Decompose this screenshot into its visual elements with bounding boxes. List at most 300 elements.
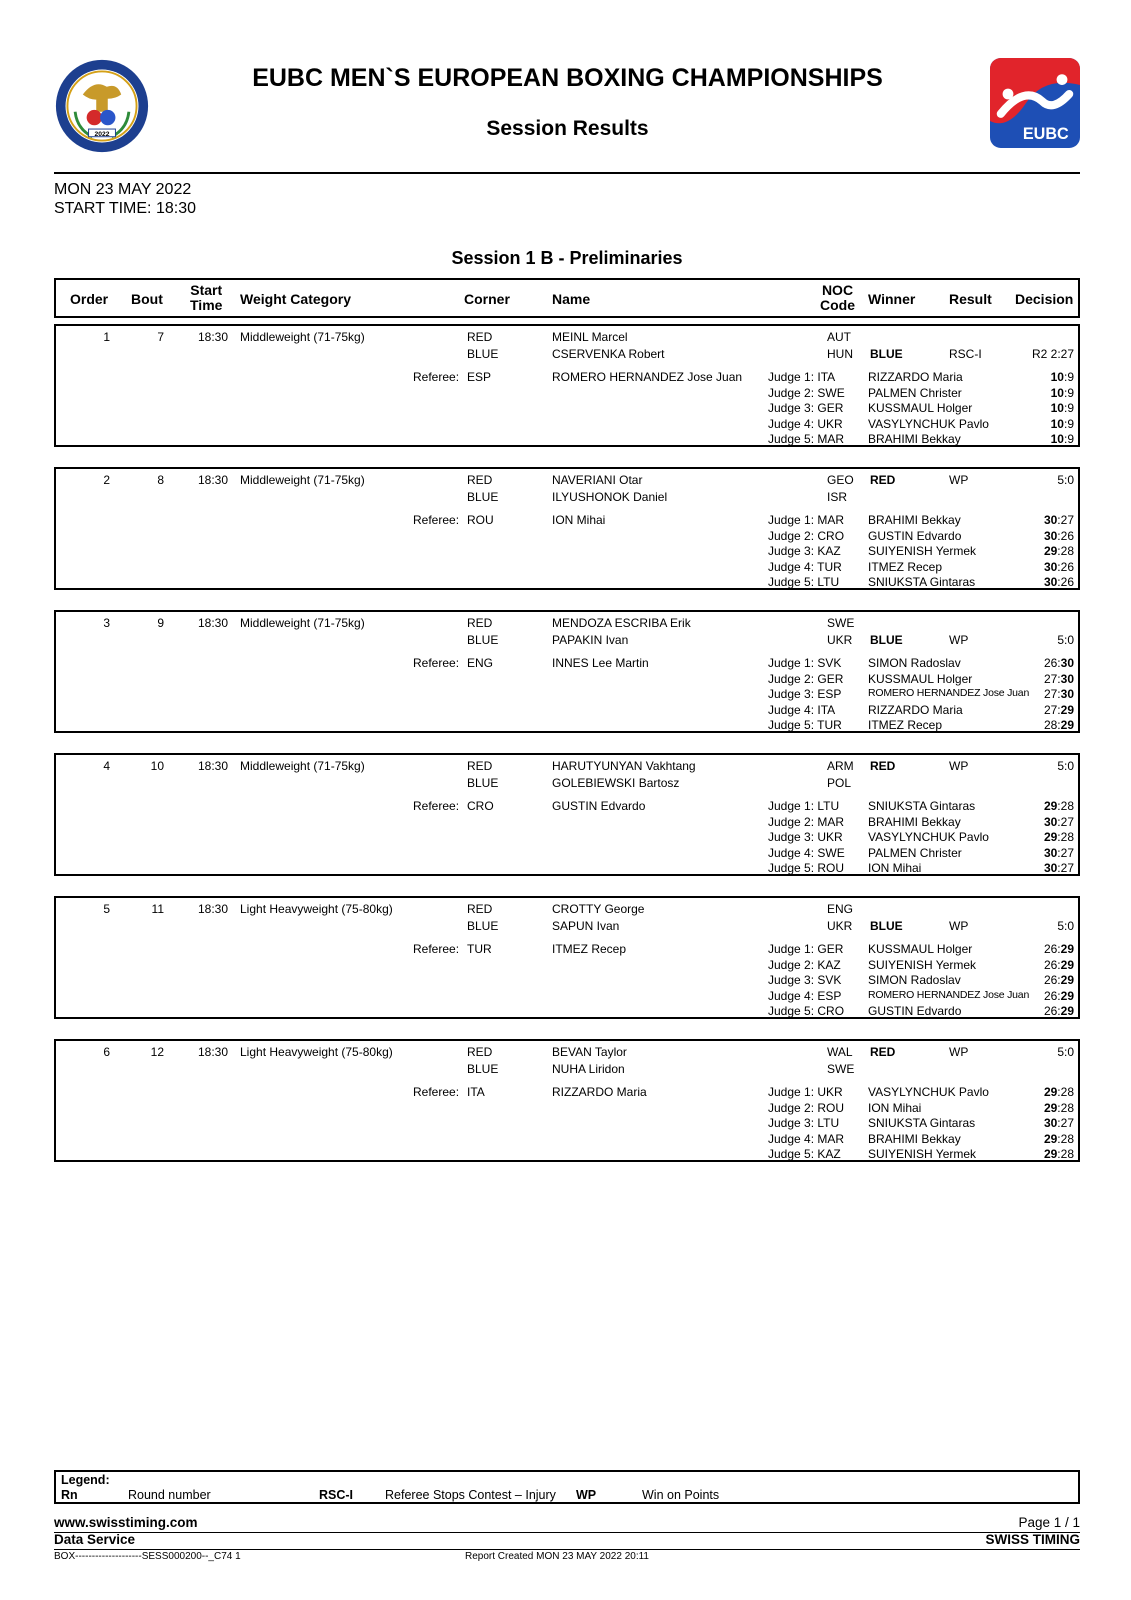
judge-label: Judge 3: LTU — [768, 1116, 840, 1130]
judge-score-separator: : — [1057, 830, 1061, 844]
col-winner: Winner — [868, 291, 916, 307]
result-code: WP — [949, 919, 969, 933]
blue-noc-code: POL — [827, 776, 852, 790]
winner-corner: RED — [870, 1045, 896, 1059]
judge-score-red: 26 — [1043, 942, 1058, 956]
judge-score-blue: 28 — [1060, 1085, 1074, 1099]
judge-label: Judge 1: SVK — [768, 656, 842, 670]
red-noc-code: ENG — [827, 902, 854, 916]
judge-score-blue: 28 — [1060, 1131, 1074, 1146]
red-boxer-name: BEVAN Taylor — [552, 1045, 627, 1059]
bout-number: 12 — [150, 1045, 164, 1059]
referee-name: ROMERO HERNANDEZ Jose Juan — [552, 370, 743, 384]
referee-name: ION Mihai — [552, 513, 606, 527]
result-code: WP — [949, 473, 969, 487]
judge-score — [1044, 958, 1074, 972]
session-title: Session 1 B - Preliminaries — [451, 248, 683, 268]
red-corner-label: RED — [467, 616, 493, 630]
judge-score-blue: 9 — [1067, 416, 1074, 431]
judge-score-separator: : — [1063, 432, 1068, 446]
bout-start-time: 18:30 — [198, 616, 229, 630]
judge-label: Judge 5: CRO — [768, 1004, 845, 1018]
session-date: MON 23 MAY 2022 — [54, 181, 192, 198]
winner-corner: BLUE — [870, 919, 903, 933]
bout-row — [54, 753, 1080, 876]
judge-score-red: 26 — [1043, 973, 1058, 987]
winner-corner: BLUE — [870, 633, 903, 647]
judge-label: Judge 1: GER — [768, 942, 844, 956]
referee-noc: ROU — [467, 513, 494, 527]
judge-score — [1044, 529, 1074, 543]
judge-score-blue: 29 — [1060, 973, 1074, 987]
blue-noc-code: UKR — [827, 919, 853, 933]
judge-name: SUIYENISH Yermek — [868, 1147, 977, 1161]
red-noc-code: AUT — [827, 330, 851, 344]
red-boxer-name: MEINL Marcel — [552, 330, 628, 344]
judge-label: Judge 2: GER — [768, 671, 844, 686]
judge-score-blue: 29 — [1060, 942, 1074, 956]
decision: 5:0 — [1057, 1045, 1074, 1059]
col-result: Result — [949, 291, 992, 307]
red-corner-label: RED — [467, 902, 493, 916]
footer-bottom — [54, 1551, 1080, 1565]
blue-boxer-name: SAPUN Ivan — [552, 919, 620, 933]
judge-label: Judge 5: KAZ — [768, 1147, 841, 1161]
legend-desc: Referee Stops Contest – Injury — [385, 1488, 556, 1502]
bout-weight-category: Middleweight (71-75kg) — [240, 616, 365, 630]
judge-score — [1051, 386, 1074, 400]
red-noc-code: GEO — [827, 473, 854, 487]
judge-label: Judge 5: LTU — [768, 575, 840, 589]
judge-score — [1044, 560, 1074, 574]
winner-corner: RED — [870, 473, 896, 487]
referee-name: ITMEZ Recep — [552, 942, 627, 956]
judge-name: BRAHIMI Bekkay — [868, 432, 961, 446]
judge-score-separator: : — [1057, 575, 1061, 589]
judge-score-red: 29 — [1043, 799, 1058, 813]
judge-score-separator: : — [1063, 370, 1068, 384]
judge-score — [1051, 417, 1074, 431]
bout-weight-category: Light Heavyweight (75-80kg) — [240, 1045, 393, 1059]
red-noc-code: WAL — [827, 1045, 853, 1059]
judge-score-blue: 30 — [1060, 671, 1074, 686]
footer-page: Page 1 / 1 — [1018, 1515, 1080, 1530]
red-corner-label: RED — [467, 1045, 493, 1059]
judge-score-red: 29 — [1043, 830, 1058, 844]
judge-label: Judge 4: UKR — [768, 416, 843, 431]
blue-corner-label: BLUE — [467, 919, 499, 933]
judge-score-blue: 30 — [1060, 687, 1074, 701]
judge-score — [1044, 656, 1074, 670]
judge-label: Judge 2: KAZ — [768, 957, 841, 972]
bout-start-time: 18:30 — [198, 759, 229, 773]
bout-start-time: 18:30 — [198, 473, 229, 487]
blue-boxer-name: CSERVENKA Robert — [552, 347, 665, 361]
bout-row — [54, 610, 1080, 733]
bout-row — [54, 1039, 1080, 1162]
referee-name: RIZZARDO Maria — [552, 1085, 647, 1099]
judge-name: ROMERO HERNANDEZ Jose Juan — [868, 687, 1030, 699]
judge-score-red: 10 — [1050, 432, 1064, 446]
judge-score-blue: 28 — [1060, 1147, 1074, 1161]
winner-corner: RED — [870, 759, 896, 773]
judge-name: VASYLYNCHUK Pavlo — [868, 416, 989, 431]
judge-score-blue: 28 — [1060, 799, 1074, 813]
judge-label: Judge 5: ROU — [768, 861, 845, 875]
judge-score-separator: : — [1057, 1131, 1061, 1146]
judge-score-blue: 28 — [1060, 544, 1074, 558]
judge-score — [1044, 718, 1074, 732]
judge-score-separator: : — [1057, 1100, 1061, 1115]
judge-name: ROMERO HERNANDEZ Jose Juan — [868, 988, 1030, 1001]
judge-score-red: 30 — [1043, 861, 1058, 875]
bout-row — [54, 467, 1080, 590]
judge-score-red: 29 — [1043, 1085, 1058, 1099]
judge-score-blue: 9 — [1067, 385, 1074, 400]
judge-name: SIMON Radoslav — [868, 973, 961, 987]
col-start-time: Start Time — [190, 282, 223, 313]
judge-score-separator: : — [1057, 1116, 1061, 1130]
judge-score — [1044, 1004, 1074, 1018]
decision: 5:0 — [1057, 633, 1074, 647]
judge-score — [1044, 513, 1074, 527]
judge-name: SNIUKSTA Gintaras — [868, 1116, 976, 1130]
judge-score-separator: : — [1057, 799, 1061, 813]
judge-score-red: 29 — [1043, 1131, 1058, 1146]
judge-score — [1044, 1132, 1074, 1146]
legend-title: Legend: — [61, 1473, 110, 1487]
red-boxer-name: NAVERIANI Otar — [552, 473, 643, 487]
judge-score-red: 30 — [1043, 559, 1058, 574]
page-subtitle: Session Results — [486, 117, 649, 140]
bout-start-time: 18:30 — [198, 902, 229, 916]
bout-row — [54, 324, 1080, 447]
judge-score-red: 10 — [1050, 416, 1064, 431]
logo-year: 2022 — [94, 130, 110, 138]
judge-score-separator: : — [1057, 513, 1061, 527]
blue-corner-label: BLUE — [467, 633, 499, 647]
footer-divider — [54, 1549, 1080, 1550]
judge-score-separator: : — [1057, 671, 1061, 686]
judge-score — [1044, 799, 1074, 813]
result-code: RSC-I — [949, 347, 982, 361]
referee-name: INNES Lee Martin — [552, 656, 649, 670]
judge-score-red: 28 — [1043, 718, 1058, 732]
judge-score-red: 30 — [1043, 575, 1058, 589]
judge-score-separator: : — [1057, 528, 1061, 543]
judge-score-separator: : — [1057, 942, 1061, 956]
judge-score-red: 10 — [1050, 385, 1064, 400]
footer-brand: SWISS TIMING — [985, 1532, 1080, 1547]
judge-score — [1044, 1116, 1074, 1130]
judge-score-blue: 26 — [1060, 559, 1074, 574]
judge-name: SIMON Radoslav — [868, 656, 961, 670]
judge-score-red: 27 — [1043, 671, 1058, 686]
legend-code: RSC-I — [319, 1488, 354, 1502]
col-decision: Decision — [1015, 291, 1074, 307]
judge-score-blue: 27 — [1060, 814, 1074, 829]
blue-corner-label: BLUE — [467, 776, 499, 790]
referee-noc: CRO — [467, 799, 494, 813]
blue-corner-label: BLUE — [467, 1062, 499, 1076]
bout-number: 7 — [157, 330, 164, 344]
red-corner-label: RED — [467, 473, 493, 487]
bout-weight-category: Middleweight (71-75kg) — [240, 759, 365, 773]
judge-name: GUSTIN Edvardo — [868, 528, 962, 543]
judge-score-separator: : — [1057, 957, 1061, 972]
judge-score-blue: 26 — [1060, 528, 1074, 543]
judge-score-red: 26 — [1043, 957, 1058, 972]
session-start-time: START TIME: 18:30 — [54, 200, 196, 217]
decision: R2 2:27 — [1031, 347, 1074, 361]
blue-noc-code: SWE — [827, 1062, 855, 1076]
red-corner-label: RED — [467, 330, 493, 344]
judge-label: Judge 2: MAR — [768, 814, 845, 829]
judge-score — [1044, 575, 1074, 589]
footer-report-created: Report Created MON 23 MAY 2022 20:11 — [465, 1551, 649, 1562]
judge-label: Judge 5: TUR — [768, 718, 842, 732]
championship-logo — [54, 58, 150, 154]
judge-score-separator: : — [1057, 687, 1061, 701]
bout-number: 11 — [151, 902, 164, 916]
red-noc-code: ARM — [827, 759, 854, 773]
judge-score-blue: 9 — [1067, 432, 1074, 446]
judge-score-blue: 9 — [1067, 370, 1074, 384]
judge-score — [1044, 989, 1074, 1003]
judge-name: KUSSMAUL Holger — [868, 671, 973, 686]
judge-score-red: 26 — [1043, 1004, 1058, 1018]
session-date-block — [54, 180, 196, 218]
judge-score — [1044, 687, 1074, 701]
judge-name: ION Mihai — [868, 861, 922, 875]
legend-code: Rn — [61, 1488, 78, 1502]
judge-label: Judge 1: ITA — [768, 370, 836, 384]
bout-start-time: 18:30 — [198, 1045, 229, 1059]
judge-name: ITMEZ Recep — [868, 559, 943, 574]
blue-boxer-name: GOLEBIEWSKI Bartosz — [552, 776, 680, 790]
judge-score-blue: 9 — [1067, 401, 1074, 415]
judge-score-blue: 27 — [1060, 861, 1074, 875]
judge-score — [1044, 544, 1074, 558]
blue-boxer-name: NUHA Liridon — [552, 1062, 625, 1076]
judge-score — [1044, 1101, 1074, 1115]
judge-label: Judge 4: SWE — [768, 845, 845, 860]
judge-score-blue: 28 — [1060, 1100, 1074, 1115]
judge-score — [1044, 973, 1074, 987]
col-corner: Corner — [464, 291, 510, 307]
judge-name: BRAHIMI Bekkay — [868, 513, 961, 527]
judge-score-red: 26 — [1043, 988, 1058, 1003]
referee-noc: TUR — [467, 942, 492, 956]
red-noc-code: SWE — [827, 616, 855, 630]
referee-label: Referee: — [413, 513, 460, 527]
winner-corner: BLUE — [870, 347, 903, 361]
result-code: WP — [949, 759, 969, 773]
judge-name: VASYLYNCHUK Pavlo — [868, 1085, 989, 1099]
judge-name: SNIUKSTA Gintaras — [868, 575, 976, 589]
judge-score-blue: 27 — [1060, 513, 1074, 527]
judge-name: BRAHIMI Bekkay — [868, 1131, 961, 1146]
column-header — [54, 278, 1080, 318]
judge-name: KUSSMAUL Holger — [868, 942, 973, 956]
judge-score-separator: : — [1057, 814, 1061, 829]
legend-desc: Round number — [128, 1488, 211, 1502]
judge-label: Judge 2: SWE — [768, 385, 845, 400]
col-bout: Bout — [131, 291, 163, 307]
judge-label: Judge 1: MAR — [768, 513, 845, 527]
judge-label: Judge 1: UKR — [768, 1085, 843, 1099]
bout-order: 5 — [103, 902, 110, 916]
referee-label: Referee: — [413, 799, 460, 813]
judge-score-separator: : — [1057, 1085, 1061, 1099]
judge-score-red: 29 — [1043, 1147, 1058, 1161]
bout-number: 9 — [157, 616, 164, 630]
judge-score-separator: : — [1057, 973, 1061, 987]
judge-name: BRAHIMI Bekkay — [868, 814, 961, 829]
referee-noc: ESP — [467, 370, 492, 384]
judge-score-separator: : — [1057, 559, 1061, 574]
judge-score-red: 10 — [1050, 401, 1064, 415]
judge-score-separator: : — [1057, 718, 1061, 732]
bout-weight-category: Light Heavyweight (75-80kg) — [240, 902, 393, 916]
judge-score-separator: : — [1057, 1147, 1061, 1161]
judge-score — [1044, 703, 1074, 717]
bout-row — [54, 896, 1080, 1019]
judge-name: PALMEN Christer — [868, 385, 962, 400]
legend — [54, 1470, 1080, 1504]
judge-name: SUIYENISH Yermek — [868, 957, 977, 972]
judge-score-blue: 29 — [1060, 1004, 1074, 1018]
judge-score-separator: : — [1057, 1004, 1061, 1018]
judge-score-separator: : — [1063, 385, 1068, 400]
judge-name: SNIUKSTA Gintaras — [868, 799, 976, 813]
judge-score-red: 29 — [1043, 544, 1058, 558]
judge-score — [1044, 1147, 1074, 1161]
judge-name: VASYLYNCHUK Pavlo — [868, 830, 989, 844]
judge-label: Judge 3: KAZ — [768, 544, 841, 558]
bout-weight-category: Middleweight (71-75kg) — [240, 330, 365, 344]
col-weight-category: Weight Category — [240, 291, 351, 307]
judge-score-blue: 26 — [1060, 575, 1074, 589]
bout-weight-category: Middleweight (71-75kg) — [240, 473, 365, 487]
referee-label: Referee: — [413, 370, 460, 384]
judge-label: Judge 4: ITA — [768, 702, 836, 717]
judge-score — [1044, 846, 1074, 860]
referee-label: Referee: — [413, 1085, 460, 1099]
bout-order: 3 — [103, 616, 110, 630]
judge-label: Judge 4: MAR — [768, 1131, 845, 1146]
footer-report-code: BOX--------------------SESS000200--_C74 1 — [54, 1551, 241, 1562]
logo-text: EUBC — [1022, 125, 1069, 143]
judge-score-blue: 28 — [1060, 830, 1074, 844]
judge-label: Judge 4: TUR — [768, 559, 842, 574]
judge-score-separator: : — [1057, 656, 1061, 670]
judge-score-blue: 29 — [1060, 702, 1074, 717]
col-noc-code: NOC Code — [820, 282, 855, 313]
judge-score-red: 30 — [1043, 528, 1058, 543]
judge-name: GUSTIN Edvardo — [868, 1004, 962, 1018]
judge-name: KUSSMAUL Holger — [868, 401, 973, 415]
judge-score-red: 30 — [1043, 814, 1058, 829]
judge-score-red: 27 — [1043, 702, 1058, 717]
judge-score-separator: : — [1063, 416, 1068, 431]
header-divider — [54, 172, 1080, 174]
judge-score — [1051, 370, 1074, 384]
referee-name: GUSTIN Edvardo — [552, 799, 646, 813]
judge-name: SUIYENISH Yermek — [868, 544, 977, 558]
judge-score — [1044, 1085, 1074, 1099]
judge-score-blue: 29 — [1060, 957, 1074, 972]
bout-number: 8 — [157, 473, 164, 487]
decision: 5:0 — [1057, 473, 1074, 487]
blue-boxer-name: PAPAKIN Ivan — [552, 633, 629, 647]
judge-score-separator: : — [1057, 702, 1061, 717]
bout-order: 2 — [103, 473, 110, 487]
blue-boxer-name: ILYUSHONOK Daniel — [552, 490, 668, 504]
referee-label: Referee: — [413, 942, 460, 956]
bout-number: 10 — [150, 759, 164, 773]
judge-score-separator: : — [1057, 861, 1061, 875]
red-boxer-name: HARUTYUNYAN Vakhtang — [552, 759, 696, 773]
judge-score-red: 26 — [1043, 656, 1058, 670]
judge-name: ITMEZ Recep — [868, 718, 943, 732]
judge-score-red: 27 — [1043, 687, 1058, 701]
judge-name: RIZZARDO Maria — [868, 702, 963, 717]
judge-label: Judge 3: ESP — [768, 687, 842, 701]
result-code: WP — [949, 633, 969, 647]
judge-score-blue: 29 — [1060, 718, 1074, 732]
page-title: EUBC MEN`S EUROPEAN BOXING CHAMPIONSHIPS — [252, 64, 883, 92]
judge-score-blue: 29 — [1060, 988, 1074, 1003]
judge-score-separator: : — [1057, 544, 1061, 558]
red-boxer-name: MENDOZA ESCRIBA Erik — [552, 616, 691, 630]
judge-score — [1044, 861, 1074, 875]
judge-name: RIZZARDO Maria — [868, 370, 963, 384]
judge-score — [1044, 672, 1074, 686]
judge-score-red: 30 — [1043, 513, 1058, 527]
red-boxer-name: CROTTY George — [552, 902, 645, 916]
bout-order: 4 — [103, 759, 110, 773]
legend-desc: Win on Points — [642, 1488, 720, 1502]
judge-score-separator: : — [1057, 845, 1061, 860]
judge-score-red: 30 — [1043, 845, 1058, 860]
judge-label: Judge 2: ROU — [768, 1100, 845, 1115]
judge-label: Judge 3: SVK — [768, 973, 842, 987]
eubc-logo — [990, 58, 1080, 148]
judge-score — [1051, 401, 1074, 415]
judge-score-blue: 30 — [1060, 656, 1074, 670]
judge-score-red: 30 — [1043, 1116, 1058, 1130]
footer-website[interactable]: www.swisstiming.com — [54, 1515, 198, 1530]
judge-score-separator: : — [1057, 988, 1061, 1003]
decision: 5:0 — [1057, 919, 1074, 933]
judge-label: Judge 3: UKR — [768, 830, 843, 844]
judge-name: PALMEN Christer — [868, 845, 962, 860]
judge-score-blue: 27 — [1060, 1116, 1074, 1130]
blue-noc-code: ISR — [827, 490, 848, 504]
judge-label: Judge 5: MAR — [768, 432, 845, 446]
referee-noc: ITA — [467, 1085, 485, 1099]
blue-noc-code: HUN — [827, 347, 853, 361]
col-name: Name — [552, 291, 591, 307]
blue-noc-code: UKR — [827, 633, 853, 647]
referee-noc: ENG — [467, 656, 494, 670]
col-order: Order — [70, 291, 109, 307]
decision: 5:0 — [1057, 759, 1074, 773]
red-corner-label: RED — [467, 759, 493, 773]
blue-corner-label: BLUE — [467, 347, 499, 361]
judge-score — [1044, 815, 1074, 829]
